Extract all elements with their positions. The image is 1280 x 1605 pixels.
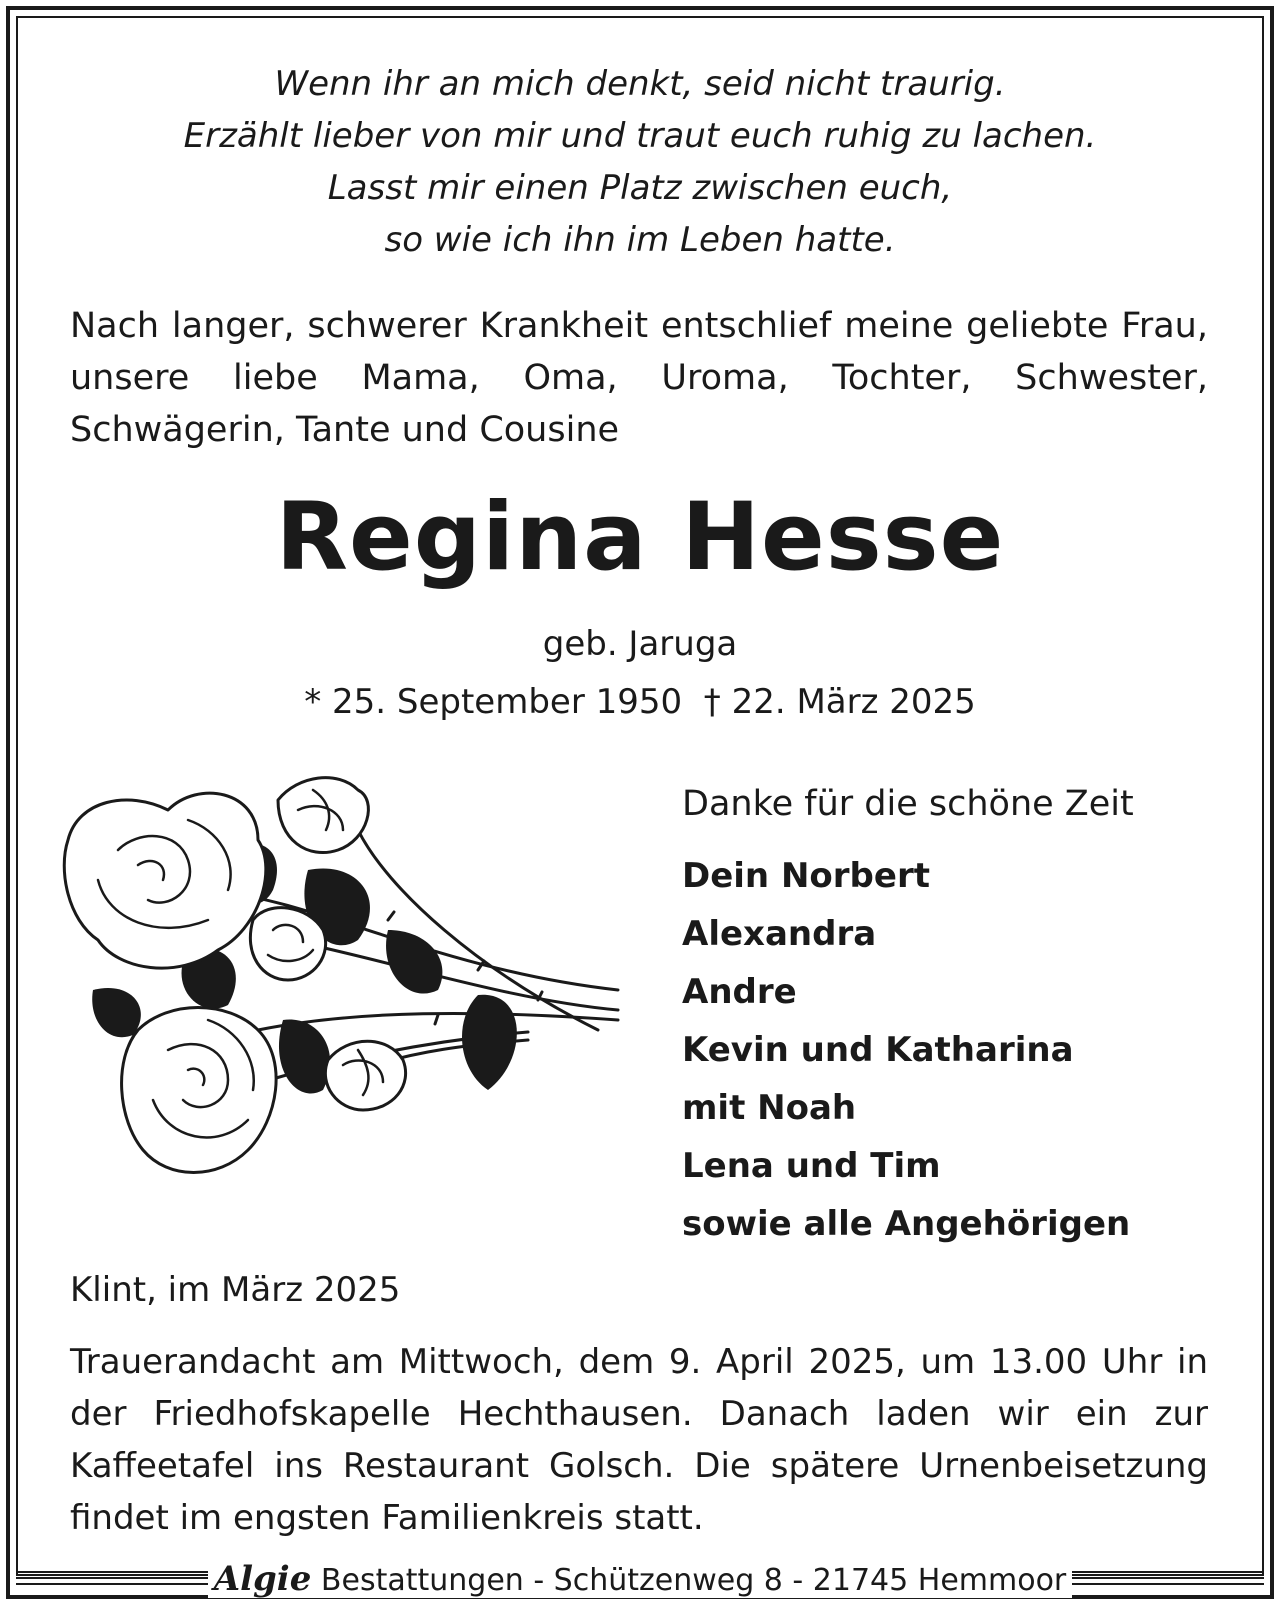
poem-line: so wie ich ihn im Leben hatte. (384, 220, 896, 260)
mourner: Kevin und Katharina (682, 1030, 1074, 1070)
life-dates (40, 680, 1240, 724)
roses-bouquet-icon (58, 770, 634, 1210)
footer (16, 1556, 1264, 1600)
death-date: † 22. März 2025 (703, 682, 976, 722)
funeral-home-logo: Algie (213, 1559, 312, 1599)
intro-text: Nach langer, schwerer Krankheit entschlief meine geliebte Frau, unsere liebe Mama, Oma, Uroma, Tochter, Schwester, Schwägerin, Tante und Cousine (70, 306, 1208, 450)
poem (40, 58, 1240, 266)
place-date: Klint, im März 2025 (70, 1270, 401, 1310)
deceased-name: Regina Hesse (275, 483, 1005, 592)
mourner: Lena und Tim (682, 1146, 941, 1186)
thanks-line: Danke für die schöne Zeit (682, 784, 1134, 824)
mourner: Andre (682, 972, 797, 1012)
maiden-name: geb. Jaruga (542, 624, 738, 664)
poem-line: Lasst mir einen Platz zwischen euch, (327, 168, 953, 208)
mourner: Alexandra (682, 914, 877, 954)
poem-line: Erzählt lieber von mir und traut euch ruhig zu lachen. (183, 116, 1097, 156)
poem-line: Wenn ihr an mich denkt, seid nicht traurig. (274, 64, 1006, 104)
mourners-list (682, 852, 1130, 1258)
footer-text (16, 1560, 1264, 1600)
funeral-home-address: Bestattungen - Schützenweg 8 - 21745 Hemmoor (320, 1563, 1067, 1598)
mourner: Dein Norbert (682, 856, 930, 896)
mourner: sowie alle Angehörigen (682, 1204, 1131, 1244)
service-info: Trauerandacht am Mittwoch, dem 9. April 2025, um 13.00 Uhr in der Friedhofskapelle Hechthausen. Danach laden wir ein zur Kaffeetafel ins Restaurant Golsch. Die spätere Urnenbeisetzung findet im engsten Familienkreis statt. (70, 1342, 1208, 1538)
mourner: mit Noah (682, 1088, 857, 1128)
birth-date: * 25. September 1950 (304, 682, 683, 722)
